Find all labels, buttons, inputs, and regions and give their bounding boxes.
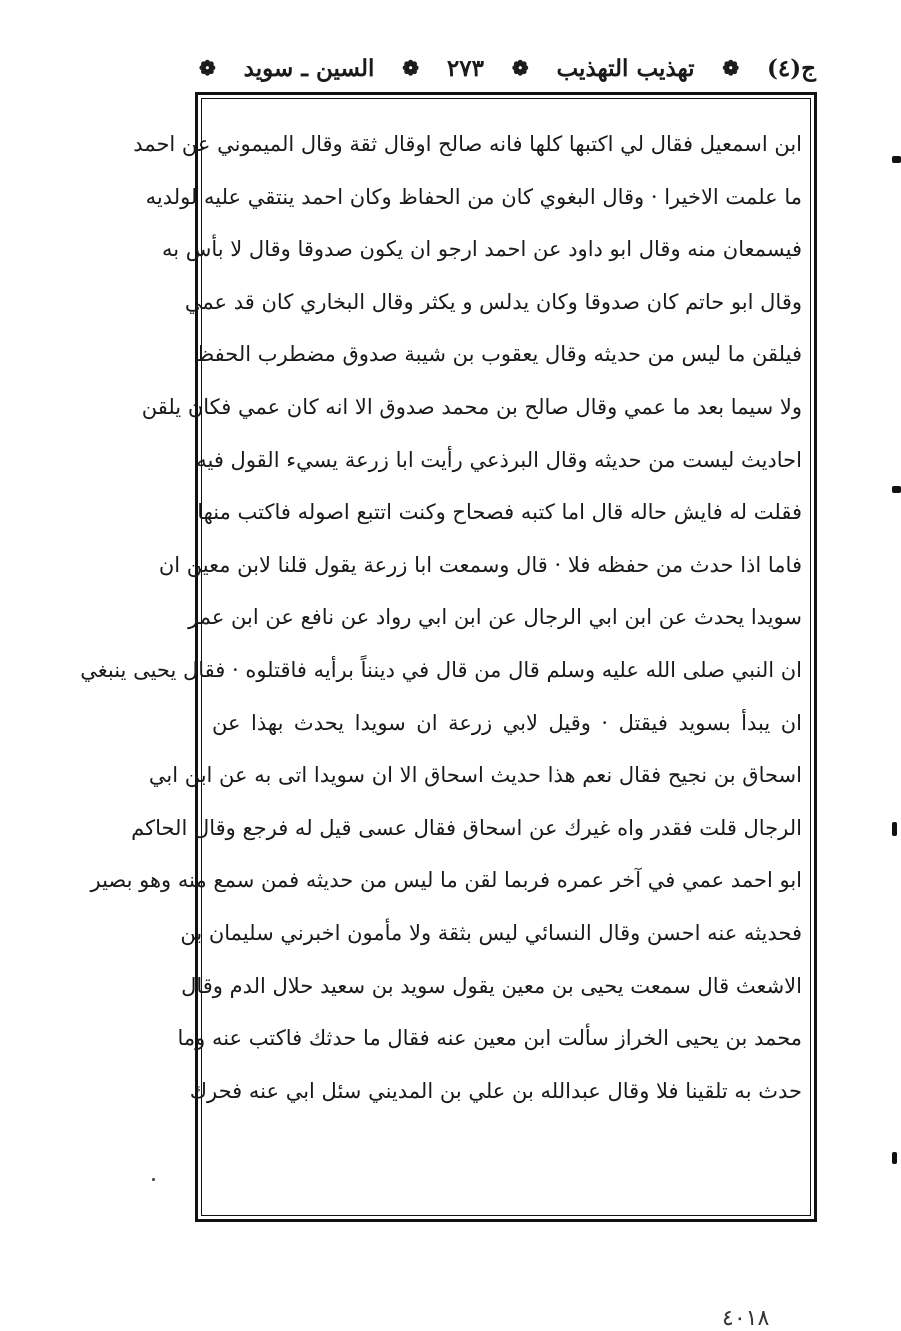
text-line: ابو احمد عمي في آخر عمره فربما لقن ما ليس من حديثه فمن سمع منه وهو بصير (90, 868, 802, 893)
ornament-icon: ❁ (722, 56, 740, 80)
text-line: ولا سيما بعد ما عمي وقال صالح بن محمد صدوق الا انه كان عمي فكان يلقن (141, 394, 802, 419)
text-line: الاشعث قال سمعت يحيى بن معين يقول سويد بن سعيد حلال الدم وقال (181, 973, 802, 998)
body-text (80, 118, 802, 1117)
running-header (196, 48, 816, 88)
ornament-icon: ❁ (511, 56, 529, 80)
text-line: ان يبدأ بسويد فيقتل · وقيل لابي زرعة ان سويدا يحدث بهذا عن (212, 710, 802, 735)
text-line: سويدا يحدث عن ابن ابي الرجال عن ابن ابي رواد عن نافع عن ابن عمر (188, 605, 802, 630)
ornament-icon: ❁ (199, 56, 216, 80)
text-line: ما علمت الاخيرا · وقال البغوي كان من الحفاظ وكان احمد ينتقي عليه لولديه (145, 184, 802, 209)
text-line: حدث به تلقينا فلا وقال عبدالله بن علي بن المديني سئل ابي عنه فحرك (189, 1078, 802, 1103)
margin-mark (892, 1152, 897, 1164)
page-number: ٢٧٣ (446, 54, 484, 82)
text-line: فيلقن ما ليس من حديثه وقال يعقوب بن شيبة صدوق مضطرب الحفظ (194, 342, 802, 367)
book-title: تهذيب التهذيب (556, 54, 695, 82)
text-line: الرجال قلت فقدر واه غيرك عن اسحاق فقال عسى قيل له فرجع وقال الحاكم (131, 815, 802, 840)
section-title: السين ـ سويد (243, 54, 375, 82)
margin-mark (892, 156, 901, 163)
footer-number: ٤٠١٨ (722, 1306, 770, 1331)
text-line: ابن اسمعيل فقال لي اكتبها كلها فانه صالح اوقال ثقة وقال الميموني عن احمد (133, 132, 802, 156)
text-line: احاديث ليست من حديثه وقال البرذعي رأيت ابا زرعة يسيء القول فيه (196, 447, 802, 472)
volume-label: ج(٤) (767, 54, 816, 82)
margin-mark (892, 486, 901, 493)
text-line: فيسمعان منه وقال ابو داود عن احمد ارجو ان يكون صدوقا وقال لا بأس به (161, 237, 802, 262)
text-line: ان النبي صلى الله عليه وسلم قال من قال في دينناً برأيه فاقتلوه · فقال يحيى ينبغي (80, 657, 802, 682)
text-line: محمد بن يحيى الخراز سألت ابن معين عنه فقال ما حدثك فاكتب عنه وما (177, 1026, 802, 1051)
ornament-icon: ❁ (402, 56, 420, 80)
margin-mark (892, 822, 897, 836)
text-line: وقال ابو حاتم كان صدوقا وكان يدلس و يكثر وقال البخاري كان قد عمي (184, 289, 802, 314)
margin-dot (152, 1178, 155, 1181)
text-line: اسحاق بن نجيح فقال نعم هذا حديث اسحاق الا ان سويدا اتى به عن ابن ابي (148, 763, 802, 788)
text-line: فقلت له فايش حاله قال اما كتبه فصحاح وكنت اتتبع اصوله فاكتب منها (197, 500, 802, 525)
text-line: فحديثه عنه احسن وقال النسائي ليس بثقة ولا مأمون اخبرني سليمان بن (180, 920, 802, 945)
text-line: فاما اذا حدث من حفظه فلا · قال وسمعت ابا زرعة يقول قلنا لابن معين ان (158, 552, 802, 577)
